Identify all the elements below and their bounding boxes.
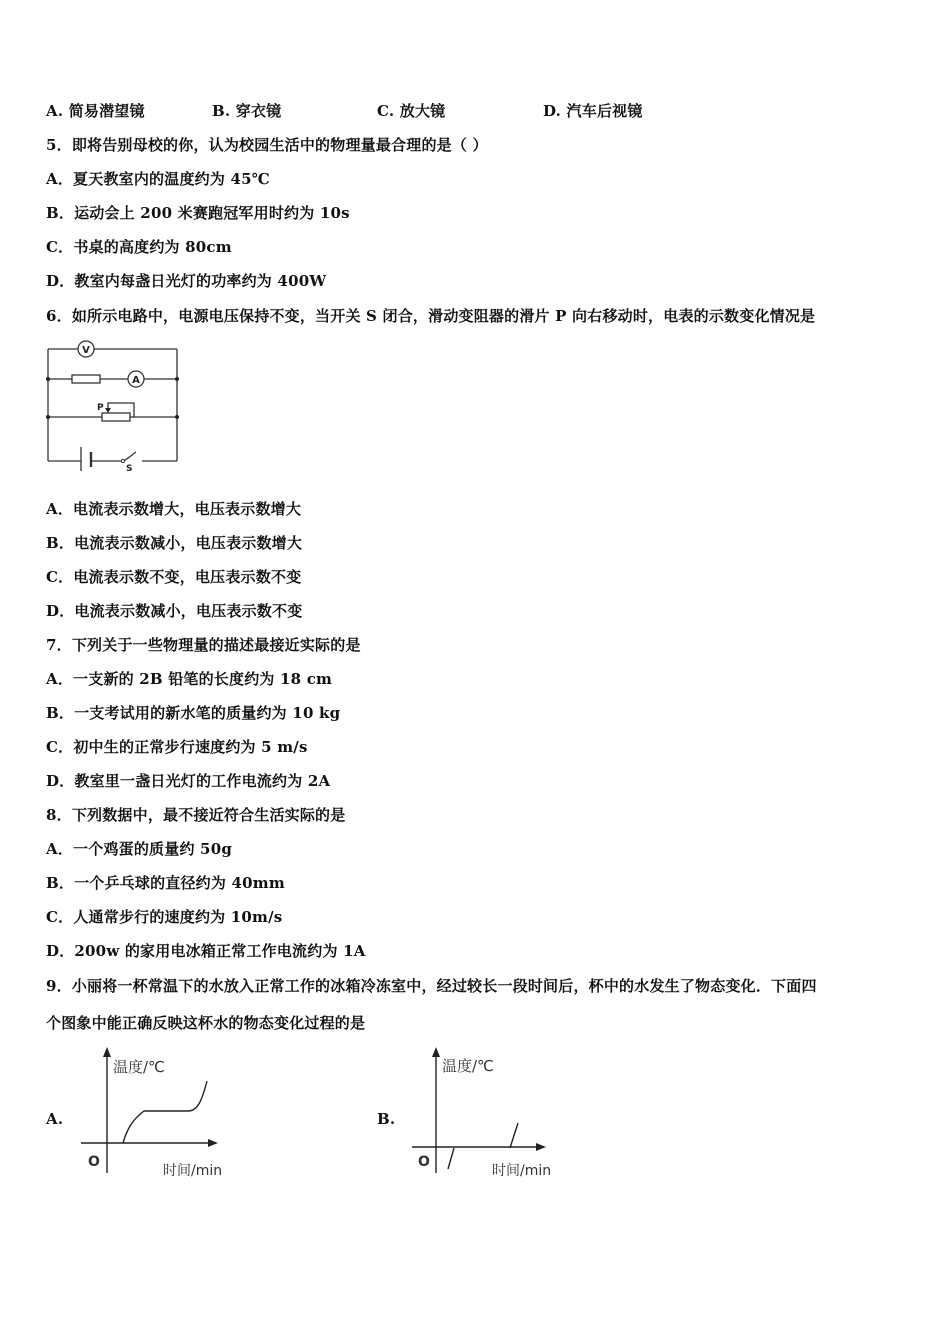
q7-stem: 7．下列关于一些物理量的描述最接近实际的是 — [46, 636, 361, 654]
switch-label: S — [126, 464, 133, 472]
graph-b-xlabel: 时间/min — [492, 1163, 552, 1179]
q8-option-d: D．200w 的家用电冰箱正常工作电流约为 1A — [46, 942, 366, 960]
q5-option-b: B．运动会上 200 米赛跑冠军用时约为 10s — [46, 204, 350, 222]
q5-option-c: C．书桌的高度约为 80cm — [46, 238, 232, 256]
circuit-diagram — [44, 338, 184, 472]
graph-b-label: B. — [377, 1110, 396, 1128]
q6-option-c: C．电流表示数不变，电压表示数不变 — [46, 568, 302, 586]
option-text: 简易潜望镜 — [68, 102, 145, 120]
y-axis-arrow-icon — [103, 1047, 111, 1057]
q6-option-a: A．电流表示数增大，电压表示数增大 — [46, 500, 302, 518]
q5-option-d: D．教室内每盏日光灯的功率约为 400W — [46, 272, 327, 290]
graph-a-xlabel: 时间/min — [163, 1163, 223, 1179]
option-label: D. — [543, 102, 562, 120]
graph-a — [76, 1045, 256, 1180]
svg-text:V: V — [82, 345, 90, 356]
q8-option-a: A．一个鸡蛋的质量约 50g — [46, 840, 233, 858]
option-text: 汽车后视镜 — [566, 102, 643, 120]
q4-option-a — [46, 101, 145, 121]
q7-option-a: A．一支新的 2B 铅笔的长度约为 18 cm — [46, 670, 333, 688]
q7-option-d: D．教室里一盏日光灯的工作电流约为 2A — [46, 772, 331, 790]
q8-option-c: C．人通常步行的速度约为 10m/s — [46, 908, 283, 926]
option-label: C. — [377, 102, 395, 120]
q6-option-b: B．电流表示数减小，电压表示数增大 — [46, 534, 303, 552]
ammeter-icon — [128, 371, 144, 387]
x-axis-arrow-icon — [208, 1139, 218, 1147]
slider-label: P — [97, 403, 104, 413]
svg-text:A: A — [132, 375, 140, 386]
option-text: 穿衣镜 — [235, 102, 282, 120]
q4-option-b — [212, 101, 281, 121]
graph-b-ylabel: 温度/℃ — [442, 1057, 494, 1075]
option-text: 放大镜 — [399, 102, 446, 120]
option-label: A. — [46, 102, 64, 120]
q8-option-b: B．一个乒乓球的直径约为 40mm — [46, 874, 285, 892]
graph-a-ylabel: 温度/℃ — [113, 1058, 165, 1076]
graph-a-origin: O — [88, 1154, 100, 1170]
q5-stem: 5．即将告别母校的你，认为校园生活中的物理量最合理的是（ ） — [46, 136, 488, 154]
q4-option-c — [377, 101, 445, 121]
y-axis-arrow-icon — [432, 1047, 440, 1057]
graph-b — [408, 1045, 568, 1180]
slider-arrow-icon — [105, 408, 111, 413]
q5-option-a: A．夏天教室内的温度约为 45℃ — [46, 170, 270, 188]
x-axis-arrow-icon — [536, 1143, 546, 1151]
q7-option-b: B．一支考试用的新水笔的质量约为 10 kg — [46, 704, 341, 722]
q4-option-d — [543, 101, 643, 121]
q8-stem: 8．下列数据中，最不接近符合生活实际的是 — [46, 806, 346, 824]
voltmeter-icon — [78, 341, 94, 357]
option-label: B. — [212, 102, 231, 120]
q9-stem-line2: 个图象中能正确反映这杯水的物态变化过程的是 — [46, 1014, 366, 1032]
q7-option-c: C．初中生的正常步行速度约为 5 m/s — [46, 738, 308, 756]
q9-stem-line1: 9．小丽将一杯常温下的水放入正常工作的冰箱冷冻室中，经过较长一段时间后，杯中的水发生了物态变化．下面四 — [46, 977, 817, 995]
graph-a-label: A. — [46, 1110, 64, 1128]
q6-stem: 6．如所示电路中，电源电压保持不变，当开关 S 闭合，滑动变阻器的滑片 P 向右移动时，电表的示数变化情况是 — [46, 307, 816, 325]
q6-option-d: D．电流表示数减小，电压表示数不变 — [46, 602, 303, 620]
graph-b-origin: O — [418, 1154, 430, 1170]
